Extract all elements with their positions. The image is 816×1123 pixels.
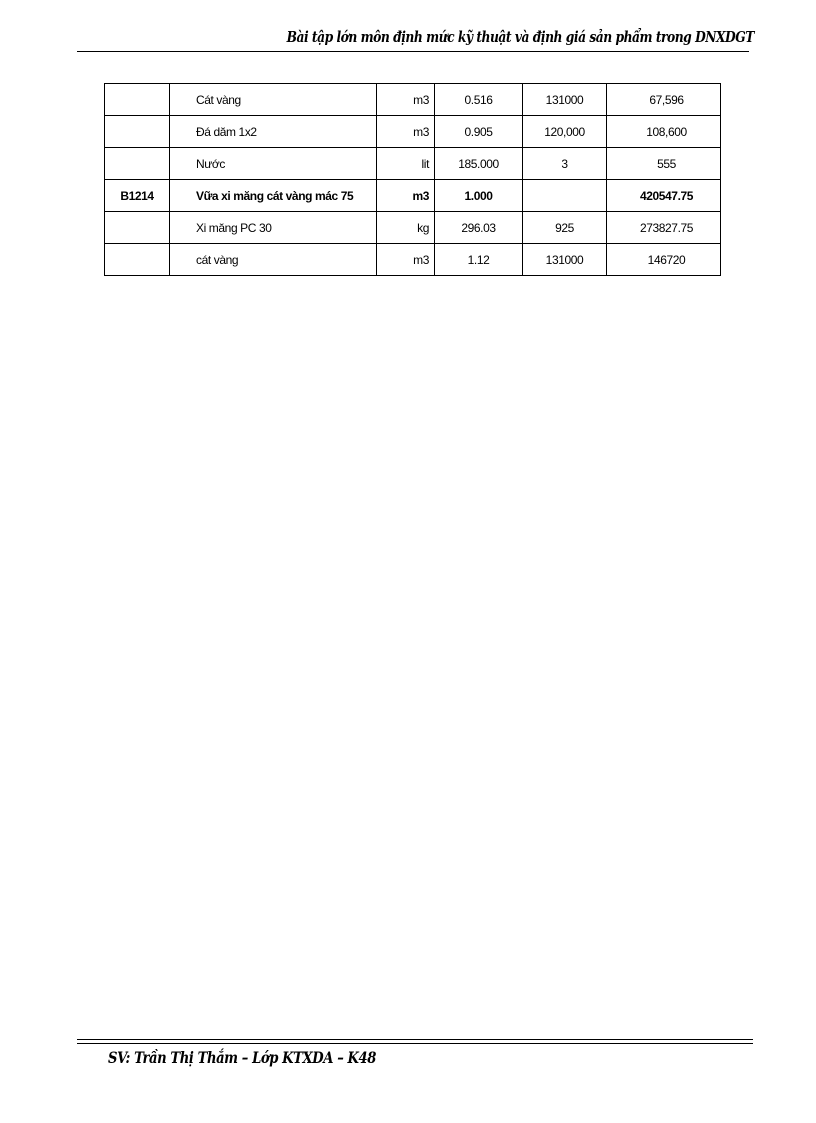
header-divider (77, 51, 749, 52)
cell-unit: m3 (377, 84, 435, 116)
cell-amount: 420547.75 (607, 180, 721, 212)
table-row (105, 212, 721, 244)
cell-name: Xi măng PC 30 (170, 212, 377, 244)
cell-code: B1214 (105, 180, 170, 212)
cell-unit: kg (377, 212, 435, 244)
cell-code (105, 116, 170, 148)
cell-price (523, 180, 607, 212)
materials-table (104, 83, 721, 276)
footer-divider-top (77, 1039, 753, 1040)
page-header-title: Bài tập lớn môn định mức kỹ thuật và định giá sản phẩm trong DNXDGT (286, 28, 754, 46)
cell-amount: 67,596 (607, 84, 721, 116)
cell-unit: lit (377, 148, 435, 180)
table-row (105, 244, 721, 276)
cell-name: Đá dăm 1x2 (170, 116, 377, 148)
cell-price: 131000 (523, 244, 607, 276)
cell-amount: 146720 (607, 244, 721, 276)
cell-name: cát vàng (170, 244, 377, 276)
cell-name: Vữa xi măng cát vàng mác 75 (170, 180, 377, 212)
cell-name: Nước (170, 148, 377, 180)
footer-divider-bottom (77, 1043, 753, 1044)
table-row (105, 148, 721, 180)
cell-code (105, 84, 170, 116)
cell-price: 3 (523, 148, 607, 180)
cell-unit: m3 (377, 180, 435, 212)
cell-code (105, 212, 170, 244)
cell-quantity: 1.000 (435, 180, 523, 212)
page-footer-student: SV: Trần Thị Thắm – Lớp KTXDA – K48 (108, 1048, 376, 1067)
cell-quantity: 0.516 (435, 84, 523, 116)
cell-code (105, 244, 170, 276)
cell-unit: m3 (377, 116, 435, 148)
cell-quantity: 296.03 (435, 212, 523, 244)
cell-quantity: 0.905 (435, 116, 523, 148)
cell-amount: 108,600 (607, 116, 721, 148)
cell-code (105, 148, 170, 180)
cell-name: Cát vàng (170, 84, 377, 116)
cell-price: 120,000 (523, 116, 607, 148)
table-row (105, 84, 721, 116)
cell-amount: 555 (607, 148, 721, 180)
cell-price: 925 (523, 212, 607, 244)
cell-quantity: 185.000 (435, 148, 523, 180)
table-row-group-header (105, 180, 721, 212)
cell-unit: m3 (377, 244, 435, 276)
cell-amount: 273827.75 (607, 212, 721, 244)
table-row (105, 116, 721, 148)
cell-quantity: 1.12 (435, 244, 523, 276)
cell-price: 131000 (523, 84, 607, 116)
